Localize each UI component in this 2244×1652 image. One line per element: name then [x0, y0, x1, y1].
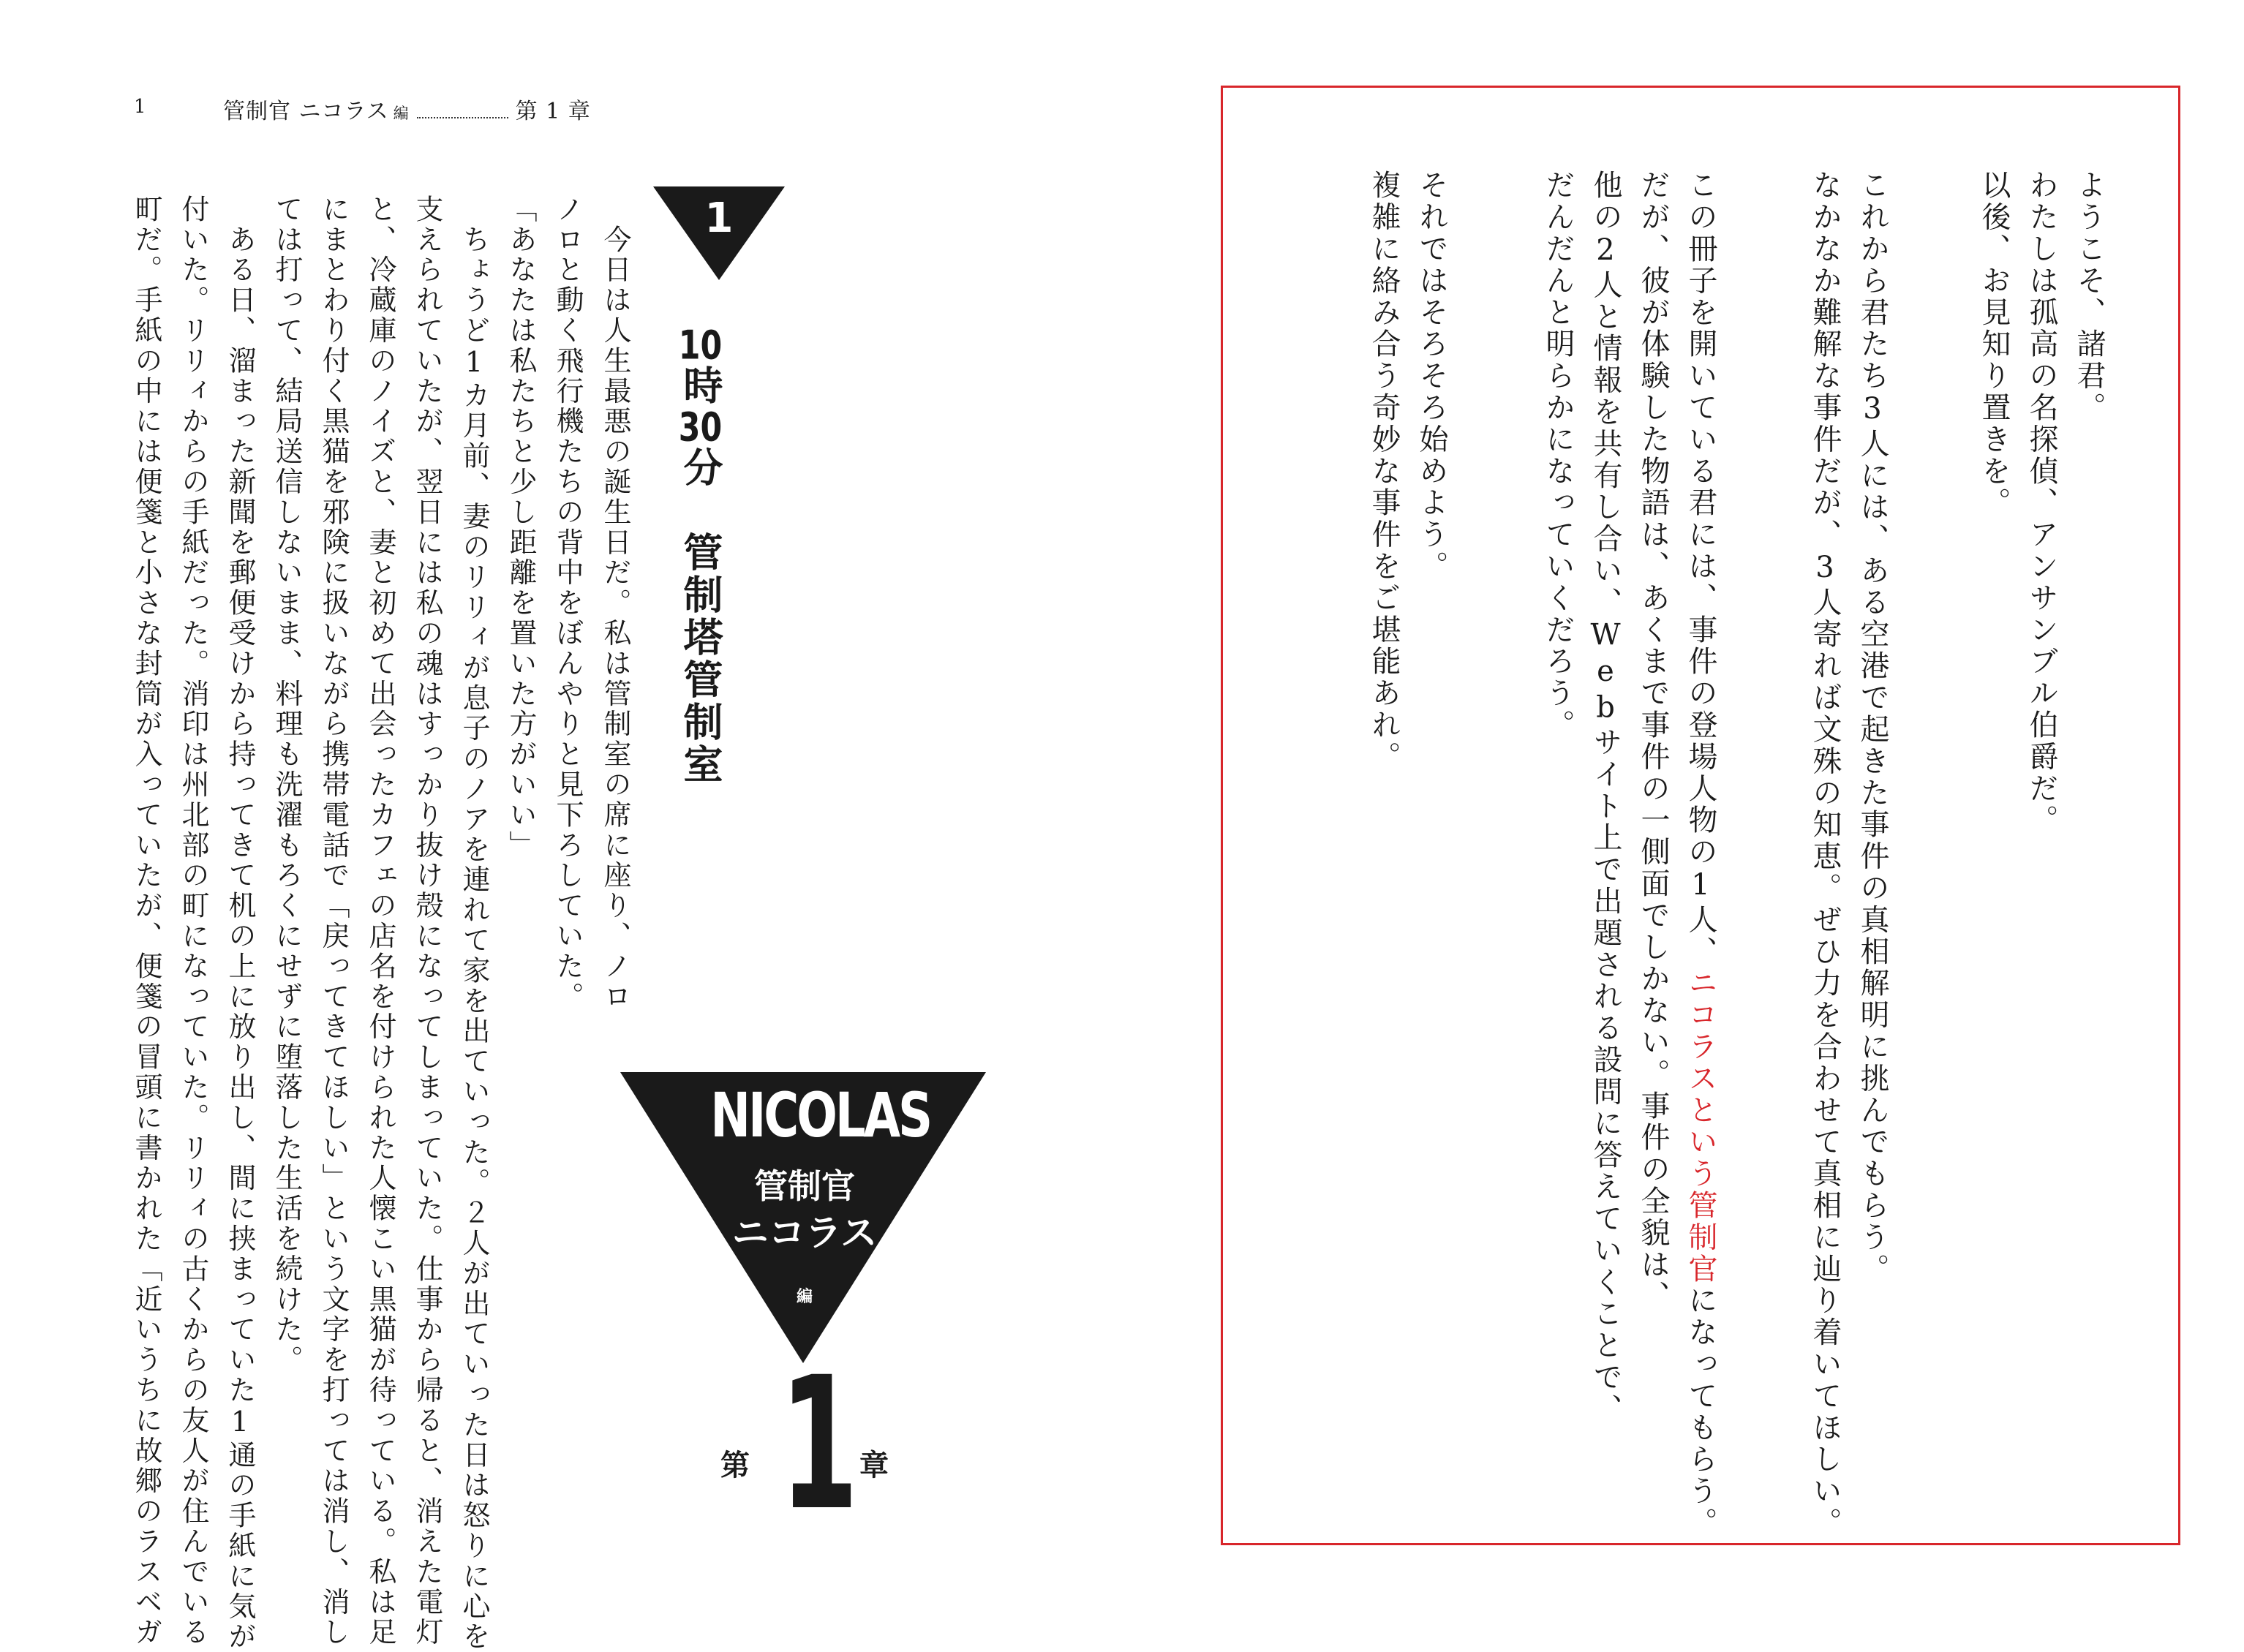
intro-line-5: これから君たち3人には、ある空港で起きた事件の真相解明に挑んでもらう。 — [1856, 170, 1889, 1285]
body-line-2: ノロと動く飛行機たちの背中をぼんやりと見下ろしていた。 — [551, 195, 584, 1012]
chapter-title-minute: 30 — [678, 407, 723, 447]
running-header — [223, 93, 591, 125]
chapter-number: 1 — [704, 195, 734, 242]
running-dotted-leader — [417, 117, 508, 118]
body-line-8: ては打って、結局送信しないまま、料理も洗濯もろくにせずに堕落した生活を続けた。 — [271, 195, 303, 1376]
badge-name: NICOLAS — [710, 1079, 931, 1151]
body-line-6: と、冷蔵庫のノイズと、妻と初めて出会ったカフェの店名を付けられた人懐こい黒猫が待っている。私は足 — [364, 195, 396, 1648]
chapter-title-rest: 分 管制塔管制室 — [677, 447, 723, 786]
intro-line-14: 複雑に絡み合う奇妙な事件をご堪能あれ。 — [1367, 170, 1401, 773]
badge-dai: 第 — [720, 1449, 750, 1482]
chapter-title-hour: 10 — [678, 325, 723, 365]
body-line-5: 支えられていたが、翌日には私の魂はすっかり抜け殻になってしまっていた。仕事から帰ると、消えた電灯 — [411, 195, 443, 1648]
running-hen: 編 — [393, 105, 410, 122]
body-line-3: 「あなたは私たちと少し距離を置いた方がいい」 — [505, 195, 537, 861]
body-line-4: ちょうど1カ月前、妻のリリィが息子のノアを連れて家を出ていった。２人が出ていった日は怒りに心を — [458, 195, 490, 1652]
body-line-10: 付いた。リリィからの手紙だった。消印は州北部の町になっていた。リリィの古くからの友人が住んでいる — [177, 195, 209, 1648]
body-line-7: にまとわり付く黒猫を邪険に扱いながら携帯電話で「戻ってきてほしい」という文字を打っては消し、消し — [317, 195, 350, 1648]
intro-line-9: だが、彼が体験した物語は、あくまで事件の一側面でしかない。事件の全貌は、 — [1636, 170, 1670, 1313]
body-line-9: ある日、溜まった新聞を郵便受けから持ってきて机の上に放り出し、間に挟まっていた1通の手紙に気が — [224, 195, 256, 1652]
chapter-title-ji: 時 — [677, 365, 723, 407]
intro-line-8-lead: この冊子を開いている君には、事件の登場人物の1人、 — [1684, 170, 1717, 968]
chapter-number-marker — [653, 186, 785, 282]
badge-sho: 章 — [859, 1449, 889, 1482]
intro-line-3: 以後、お見知り置きを。 — [1977, 170, 2011, 519]
badge-chapter-number: 1 — [779, 1338, 859, 1550]
badge-role: 管制官 — [754, 1166, 855, 1206]
running-chapter: 第 1 章 — [515, 99, 591, 124]
chapter-title — [677, 325, 723, 786]
badge-character: ニコラス — [731, 1212, 878, 1254]
running-title: 管制官 ニコラス — [223, 99, 389, 124]
body-line-11: 町だ。手紙の中には便箋と小さな封筒が入っていたが、便箋の冒頭に書かれた「近いうちに故郷のラスベガ — [130, 195, 162, 1648]
intro-line-1: ようこそ、諸君。 — [2072, 170, 2106, 424]
intro-line-2: わたしは孤高の名探偵、アンサンブル伯爵だ。 — [2025, 170, 2058, 837]
intro-line-13: それではそろそろ始めよう。 — [1415, 170, 1448, 583]
intro-line-8 — [1686, 170, 1715, 1539]
intro-line-11: だんだんと明らかになっていくだろう。 — [1541, 170, 1575, 742]
intro-line-6: なかなか難解な事件だが、3人寄れば文殊の知恵。ぜひ力を合わせて真相に辿り着いてほしい。 — [1808, 170, 1842, 1539]
page-number: 1 — [134, 96, 146, 118]
body-line-1: 今日は人生最悪の誕生日だ。私は管制室の席に座り、ノロ — [599, 195, 631, 1012]
intro-line-10: 他の2人と情報を共有し合い、Webサイト上で出題される設問に答えていくことで、 — [1589, 170, 1622, 1425]
intro-highlight-name: ニコラスという管制官 — [1684, 968, 1717, 1285]
badge-hen: 編 — [796, 1288, 813, 1306]
intro-line-8-tail: になってもらう。 — [1684, 1285, 1717, 1539]
